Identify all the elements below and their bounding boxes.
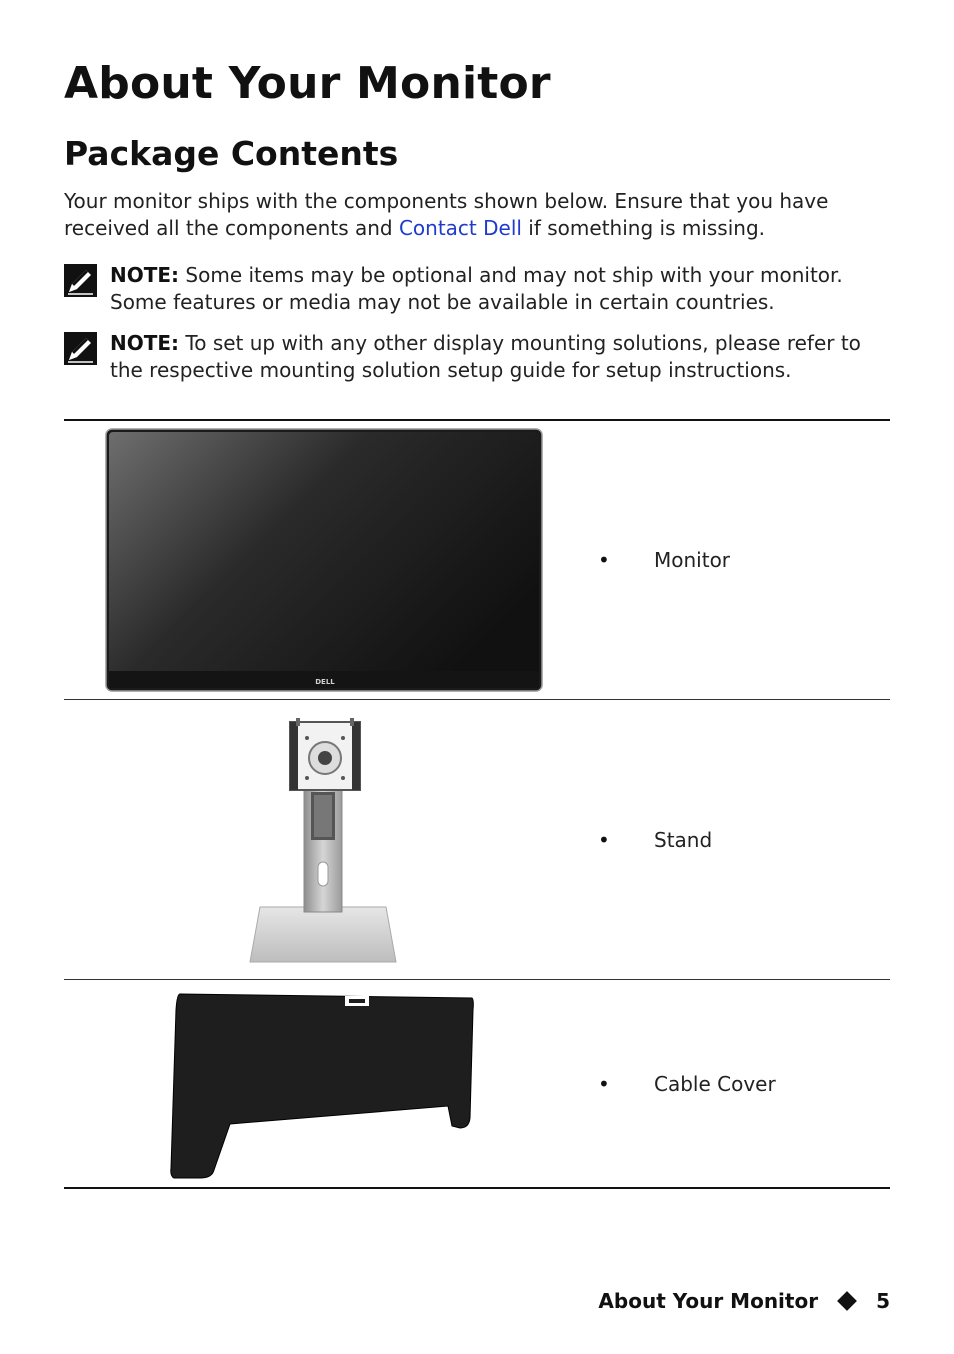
bullet: •: [598, 827, 610, 852]
page-number: 5: [876, 1289, 890, 1313]
note-body: Some items may be optional and may not ship with your monitor. Some features or media may not be available in certain countries.: [110, 263, 843, 314]
table-row: [64, 980, 890, 1187]
package-contents-table: [64, 419, 890, 1189]
note-text: [110, 330, 894, 384]
image-cell: [64, 980, 584, 1187]
note-pencil-icon: [64, 264, 97, 297]
image-cell: [64, 421, 584, 699]
dell-logo: DELL: [315, 678, 335, 686]
stand-image: [64, 700, 584, 979]
note-body: To set up with any other display mounting solutions, please refer to the respective mounting solution setup guide for setup instructions.: [110, 331, 861, 382]
cable-cover-image: [64, 980, 584, 1187]
note-label: NOTE:: [110, 331, 180, 355]
label-cell: [594, 421, 890, 699]
page-footer: [598, 1286, 890, 1316]
diamond-separator-icon: [837, 1291, 857, 1311]
intro-text-before: Your monitor ships with the components shown below. Ensure that you have received all the components and: [64, 189, 829, 240]
section-title: Package Contents: [64, 134, 399, 173]
item-label-stand: Stand: [654, 827, 713, 852]
image-cell: [64, 700, 584, 979]
page-title: About Your Monitor: [64, 58, 551, 109]
label-cell: [594, 700, 890, 979]
note-text: [110, 262, 894, 316]
label-cell: [594, 980, 890, 1187]
item-label-monitor: Monitor: [654, 548, 731, 572]
note-block: [64, 330, 894, 390]
note-label: NOTE:: [110, 263, 180, 287]
table-row: [64, 421, 890, 700]
bullet: •: [598, 1071, 610, 1096]
footer-section-title: About Your Monitor: [598, 1289, 819, 1313]
contact-dell-link[interactable]: Contact Dell: [398, 216, 522, 240]
table-row: [64, 700, 890, 980]
bullet: •: [598, 548, 610, 572]
item-label-cable-cover: Cable Cover: [654, 1071, 776, 1096]
monitor-image: [64, 421, 584, 699]
intro-paragraph: [64, 188, 894, 242]
intro-text-after: if something is missing.: [521, 216, 766, 240]
note-block: [64, 262, 894, 322]
note-pencil-icon: [64, 332, 97, 365]
